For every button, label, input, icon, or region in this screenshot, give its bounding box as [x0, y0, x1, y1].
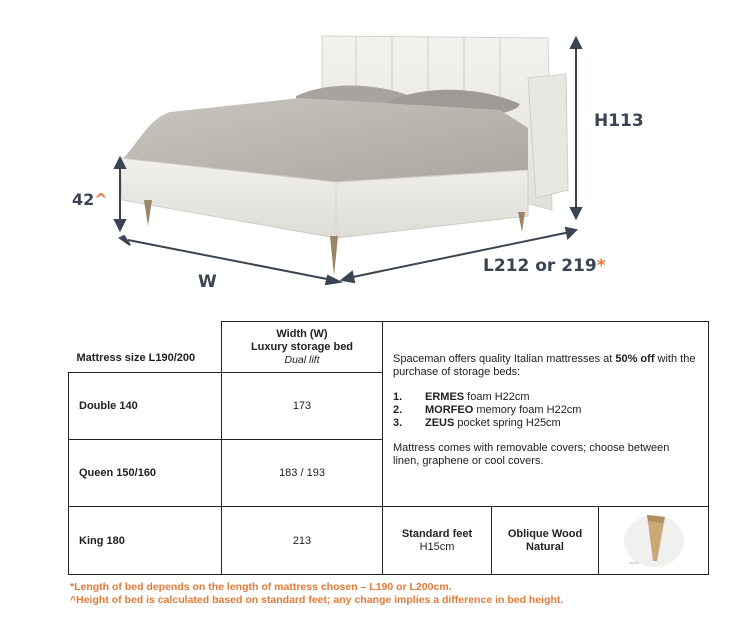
list-item: 3. ZEUS pocket spring H25cm — [393, 417, 561, 429]
row-width: 213 — [222, 507, 383, 575]
standard-feet-cell: Standard feet H15cm — [383, 507, 492, 575]
row-size: Double 140 — [69, 373, 222, 440]
table-row — [69, 507, 709, 575]
list-item: 2. MORFEO memory foam H22cm — [393, 404, 582, 416]
promo-covers: Mattress comes with removable covers; choose between linen, graphene or cool covers. — [393, 442, 670, 467]
spec-table — [68, 321, 709, 575]
height-dimension: H113 — [594, 111, 644, 131]
footnotes — [70, 581, 563, 607]
list-item: 1. ERMES foam H22cm — [393, 391, 530, 403]
promo-intro: Spaceman offers quality Italian mattresses at 50% off with the purchase of storage beds: — [393, 353, 696, 378]
wooden-leg-image — [619, 509, 689, 569]
header-width-subtitle: Luxury storage bed — [250, 340, 354, 353]
width-dimension: W — [198, 272, 217, 292]
header-width-title: Width (W) — [276, 327, 328, 340]
leg-image-cell — [599, 507, 709, 575]
promo-cell — [383, 322, 709, 507]
base-height-dimension: 42^ — [72, 190, 108, 209]
header-width-note: Dual lift — [284, 353, 320, 366]
header-width — [222, 322, 383, 373]
footnote-height: ^Height of bed is calculated based on standard feet; any change implies a difference in bed height. — [70, 594, 564, 606]
row-size: King 180 — [69, 507, 222, 575]
row-size: Queen 150/160 — [69, 440, 222, 507]
row-width: 183 / 193 — [222, 440, 383, 507]
row-width: 173 — [222, 373, 383, 440]
oblique-feet-cell: Oblique Wood Natural — [492, 507, 599, 575]
header-mattress-size: Mattress size L190/200 — [69, 322, 222, 373]
length-dimension: L212 or 219* — [483, 256, 606, 276]
footnote-length: *Length of bed depends on the length of mattress chosen – L190 or L200cm. — [70, 581, 452, 593]
mattress-list — [393, 391, 698, 430]
